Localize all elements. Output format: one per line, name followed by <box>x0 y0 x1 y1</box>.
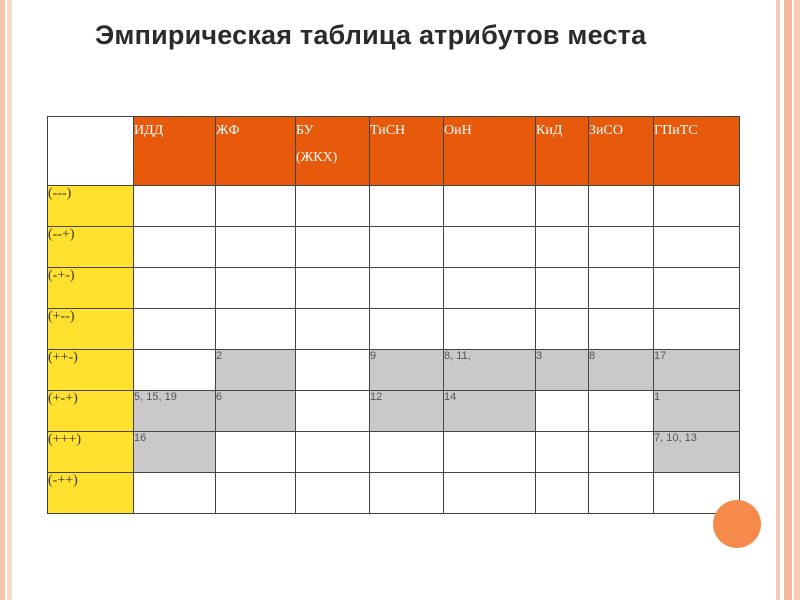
column-header: КиД <box>536 117 589 186</box>
slide-title: Эмпирическая таблица атрибутов места <box>95 20 647 50</box>
table-cell <box>296 350 370 391</box>
table-row <box>48 432 740 473</box>
table-cell: 3 <box>536 350 589 391</box>
row-label: (+++) <box>48 432 134 473</box>
table-cell <box>536 309 589 350</box>
row-label: (++-) <box>48 350 134 391</box>
table-cell: 9 <box>370 350 444 391</box>
row-label: (+--) <box>48 309 134 350</box>
table-cell <box>134 309 216 350</box>
table-header-row <box>48 117 740 186</box>
table-cell <box>444 268 536 309</box>
table-cell <box>654 268 740 309</box>
row-label: (---) <box>48 186 134 227</box>
table-cell <box>370 227 444 268</box>
table-cell <box>589 391 654 432</box>
table-cell <box>589 432 654 473</box>
table-cell: 1 <box>654 391 740 432</box>
table-row <box>48 473 740 514</box>
row-label: (+-+) <box>48 391 134 432</box>
table-row <box>48 227 740 268</box>
table-cell <box>296 432 370 473</box>
table-cell <box>134 350 216 391</box>
table-row <box>48 391 740 432</box>
table-cell: 5, 15, 19 <box>134 391 216 432</box>
table-cell <box>134 227 216 268</box>
column-header: ЖФ <box>216 117 296 186</box>
table-cell <box>536 391 589 432</box>
slide-frame-right <box>770 0 800 600</box>
table-row <box>48 309 740 350</box>
table-cell: 8, 11, <box>444 350 536 391</box>
table-cell <box>296 268 370 309</box>
table-cell <box>296 186 370 227</box>
table-cell <box>296 227 370 268</box>
table-cell <box>589 186 654 227</box>
table-cell: 14 <box>444 391 536 432</box>
table-cell: 6 <box>216 391 296 432</box>
table-cell: 12 <box>370 391 444 432</box>
table-cell: 7, 10, 13 <box>654 432 740 473</box>
table-cell <box>370 186 444 227</box>
column-header: ГПиТС <box>654 117 740 186</box>
table-cell <box>444 432 536 473</box>
table-corner-cell <box>48 117 134 186</box>
table-cell <box>654 227 740 268</box>
table-cell: 2 <box>216 350 296 391</box>
column-header: БУ (ЖКХ) <box>296 117 370 186</box>
table-cell <box>296 391 370 432</box>
table-cell <box>536 227 589 268</box>
table-cell <box>370 473 444 514</box>
table-cell <box>589 227 654 268</box>
column-header: ОиН <box>444 117 536 186</box>
row-label: (--+) <box>48 227 134 268</box>
table-cell: 16 <box>134 432 216 473</box>
table-cell <box>589 309 654 350</box>
table-cell <box>536 186 589 227</box>
table-cell <box>370 432 444 473</box>
table-cell <box>216 473 296 514</box>
table-cell <box>444 227 536 268</box>
decorative-circle <box>713 500 761 548</box>
column-header: ЗиСО <box>589 117 654 186</box>
table-cell <box>370 309 444 350</box>
attributes-table <box>47 116 740 514</box>
slide-frame-left <box>0 0 12 600</box>
table-cell: 17 <box>654 350 740 391</box>
table-cell <box>216 227 296 268</box>
table-cell <box>536 432 589 473</box>
column-header: ТиСН <box>370 117 444 186</box>
table-cell <box>589 268 654 309</box>
table-row <box>48 268 740 309</box>
table-cell <box>216 268 296 309</box>
table-cell <box>296 473 370 514</box>
table-cell <box>536 473 589 514</box>
table-cell <box>536 268 589 309</box>
table-row <box>48 350 740 391</box>
table-cell <box>444 186 536 227</box>
table-cell <box>444 473 536 514</box>
table-cell <box>370 268 444 309</box>
row-label: (-++) <box>48 473 134 514</box>
table-cell <box>134 268 216 309</box>
table-cell <box>216 432 296 473</box>
table-cell: 8 <box>589 350 654 391</box>
table-cell <box>216 309 296 350</box>
table-row <box>48 186 740 227</box>
table-cell <box>134 473 216 514</box>
table-cell <box>654 309 740 350</box>
table-cell <box>296 309 370 350</box>
row-label: (-+-) <box>48 268 134 309</box>
table-cell <box>216 186 296 227</box>
table-cell <box>444 309 536 350</box>
table-cell <box>654 186 740 227</box>
column-header: ИДД <box>134 117 216 186</box>
table-cell <box>589 473 654 514</box>
table-cell <box>134 186 216 227</box>
